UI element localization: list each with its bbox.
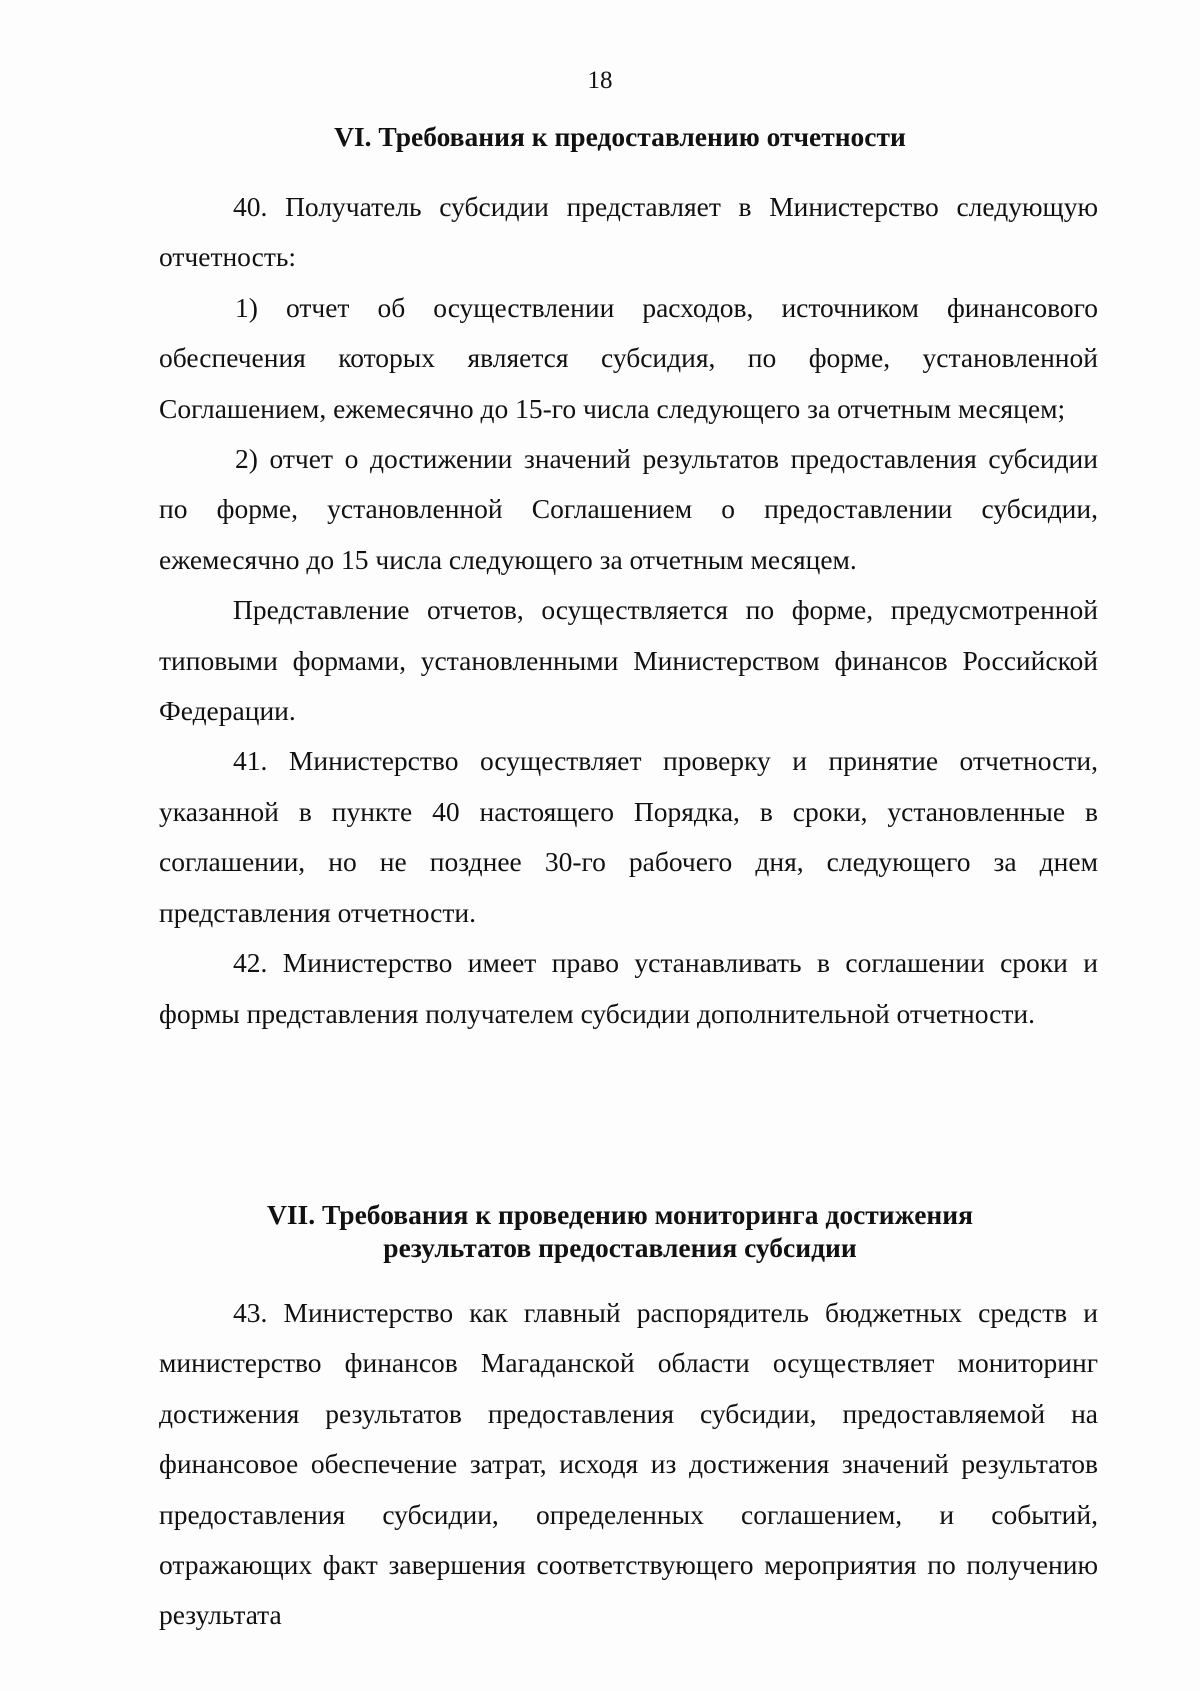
section-6-body [159,182,1098,1039]
paragraph-reporting-form: Представление отчетов, осуществляется по форме, предусмотренной типовыми формами, установленными Министерством финансов Российской Федерации. [159,594,1098,727]
section-7-body [159,1288,1098,1641]
page-number: 18 [587,67,613,94]
section-heading-7-line-1: VII. Требования к проведению мониторинга достижения [267,1199,973,1230]
paragraph-40: 40. Получатель субсидии представляет в Министерство следующую отчетность: [159,191,1098,273]
section-heading-6: VI. Требования к предоставлению отчетности [334,121,906,152]
paragraph-40-item-2: 2) отчет о достижении значений результатов предоставления субсидии по форме, установленной Соглашением о предоставлении субсидии, ежемесячно до 15 числа следующего за отчетным месяцем. [159,443,1098,575]
section-heading-7 [150,1198,1090,1264]
paragraph-43: 43. Министерство как главный распорядитель бюджетных средств и министерство финансов Магаданской области осуществляет мониторинг достижения результатов предоставления субсидии, предоставляемой на финансовое обеспечение затрат, исходя из достижения значений результатов предоставления субсидии, определенных соглашением, и событий, отражающих факт завершения соответствующего мероприятия по получению результата [159,1297,1098,1631]
paragraph-42: 42. Министерство имеет право устанавливать в соглашении сроки и формы представления получателем субсидии дополнительной отчетности. [159,947,1098,1029]
paragraph-41: 41. Министерство осуществляет проверку и принятие отчетности, указанной в пункте 40 настоящего Порядка, в сроки, установленные в соглашении, но не позднее 30-го рабочего дня, следующего за днем представления отчетности. [159,745,1098,928]
section-heading-7-line-2: результатов предоставления субсидии [383,1232,857,1263]
paragraph-40-item-1: 1) отчет об осуществлении расходов, источником финансового обеспечения которых является субсидия, по форме, установленной Соглашением, ежемесячно до 15-го числа следующего за отчетным месяцем; [159,291,1098,424]
